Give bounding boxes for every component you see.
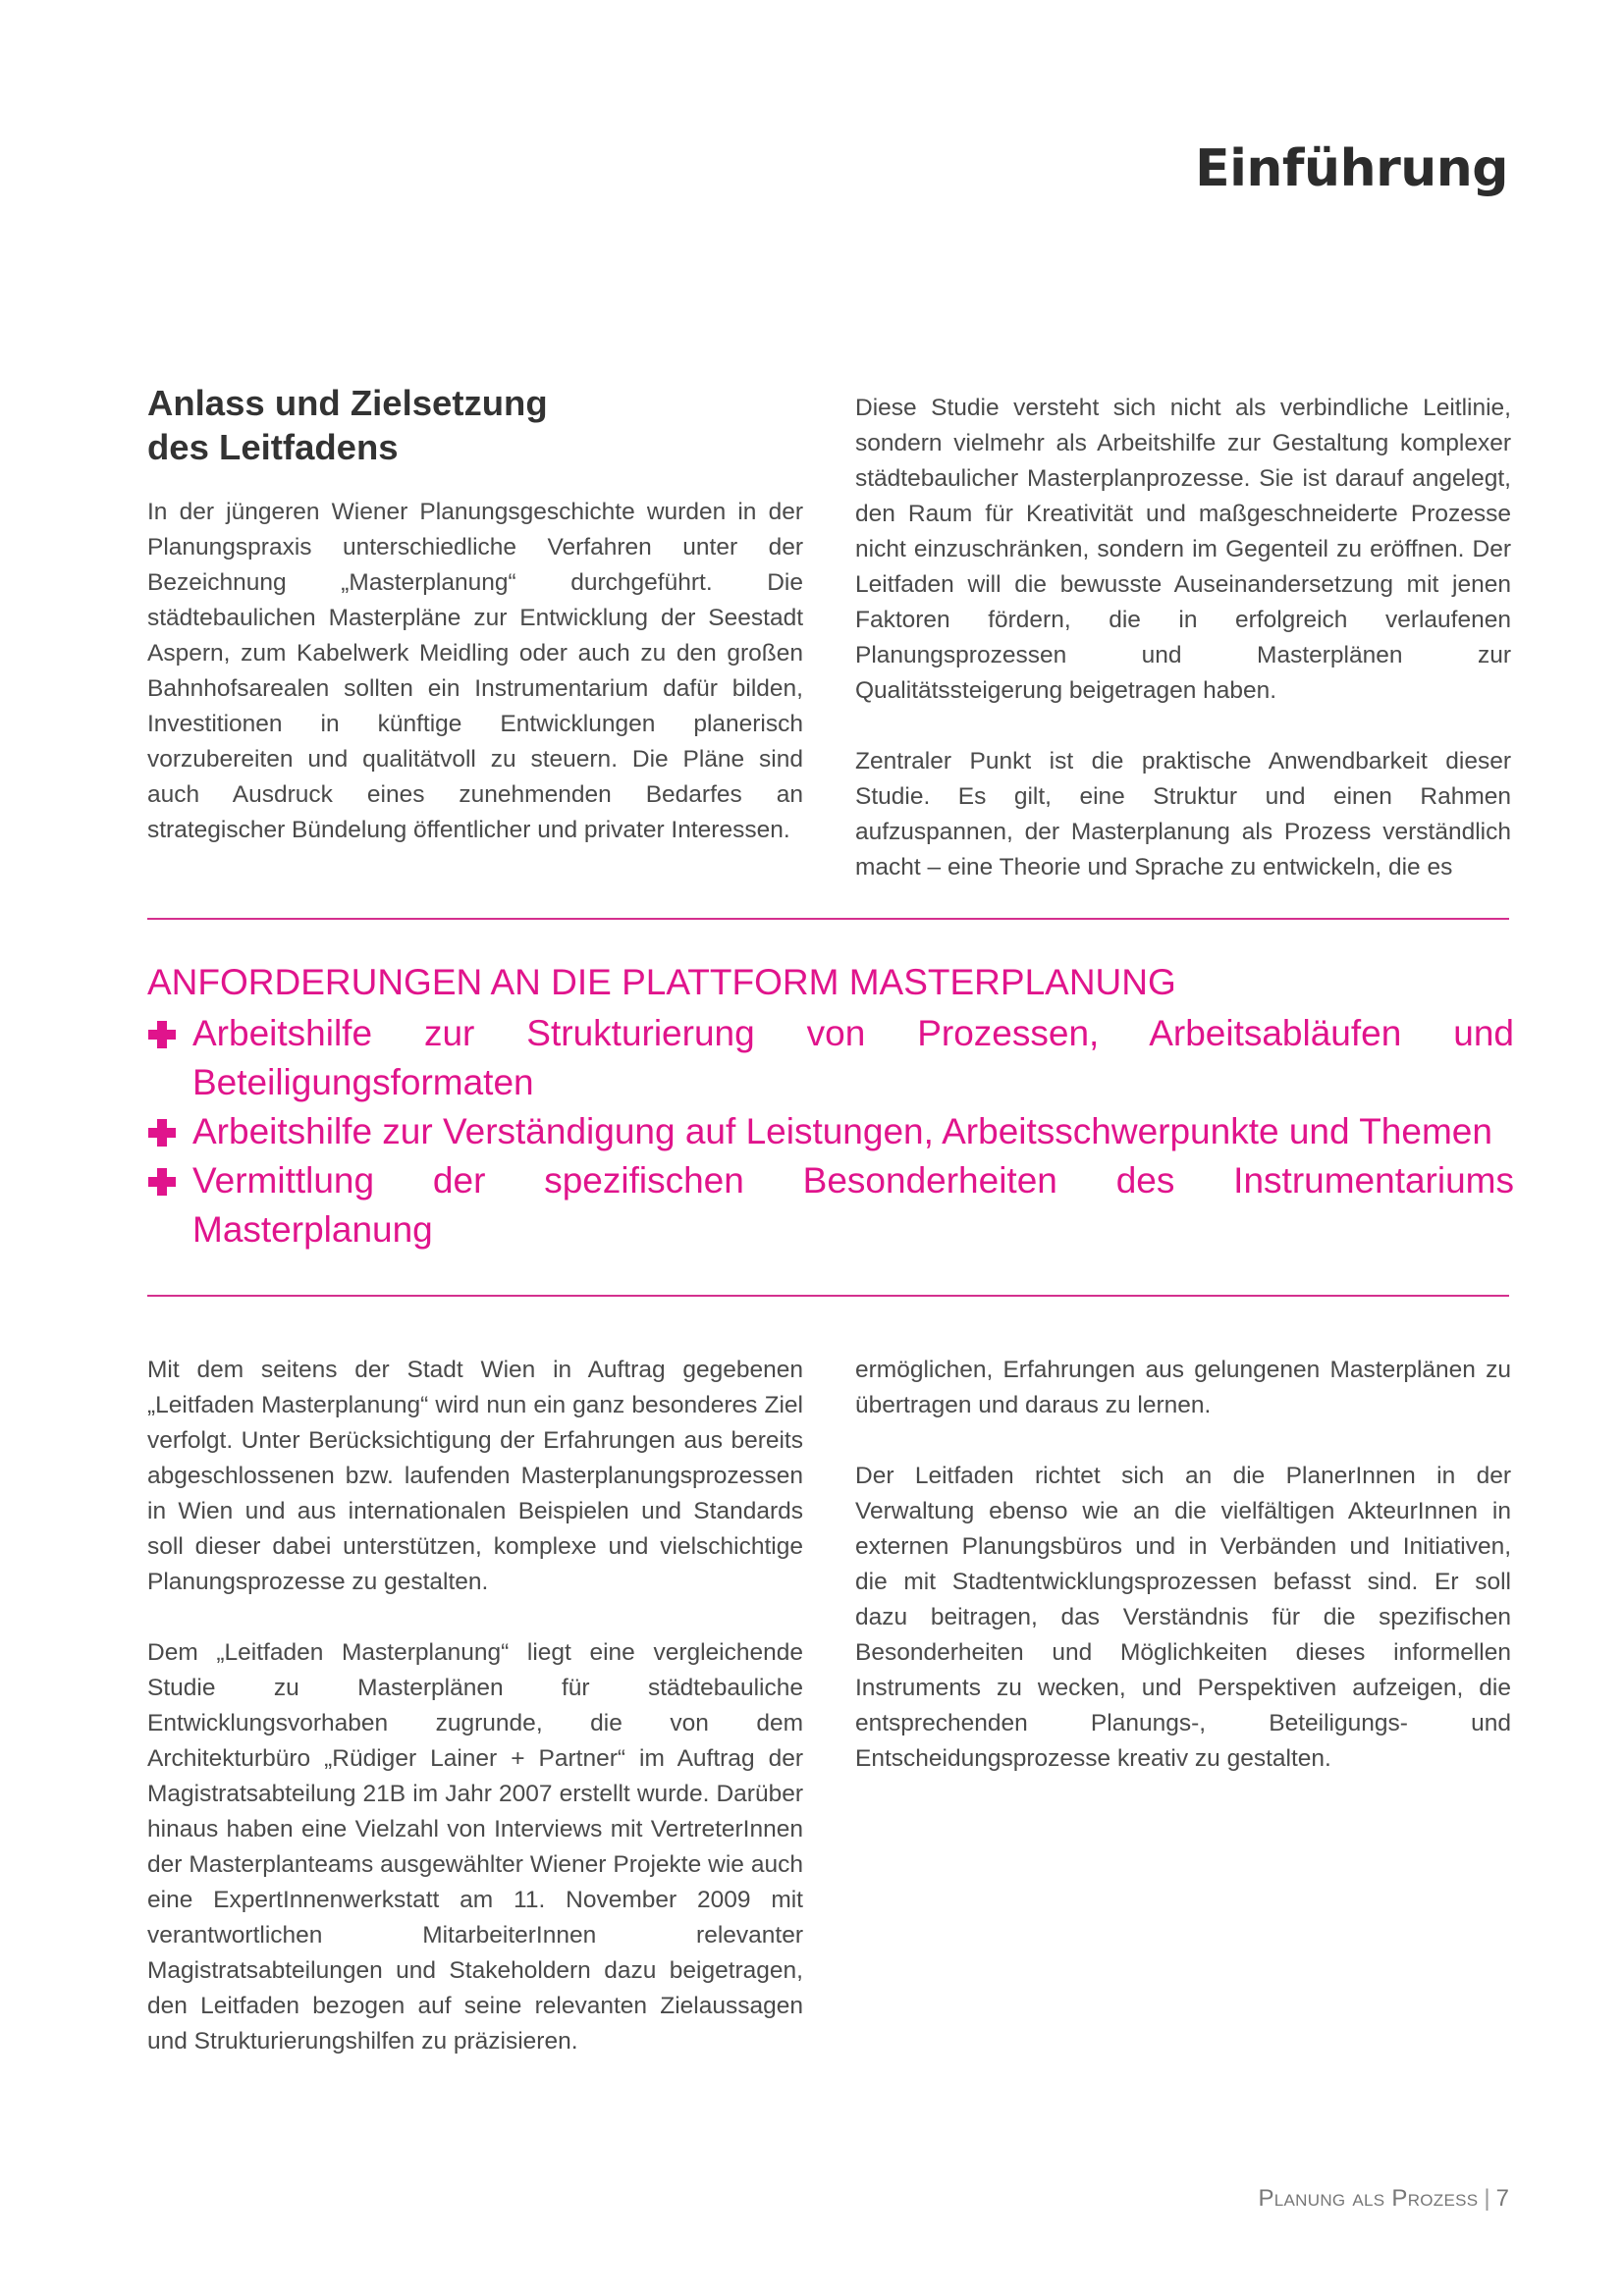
paragraph: Dem „Leitfaden Masterplanung“ liegt eine vergleichende Studie zu Masterplänen für städtebauliche Entwicklungsvorhaben zugrunde, die von dem Architekturbüro „Rüdiger Lainer + Partner“ im Auftrag der Magistratsabteilung 21B im Jahr 2007 erstellt wurde. Darüber hinaus haben eine Vielzahl von Interviews mit VertreterInnen der Masterplanteams ausgewählter Wiener Projekte wie auch eine ExpertInnenwerkstatt am 11. November 2009 mit verantwortlichen MitarbeiterInnen relevanter Magistratsabteilungen und Stakeholdern dazu beigetragen, den Leitfaden bezogen auf seine relevanten Zielaussagen und Strukturierungshilfen zu präzisieren.: [147, 1639, 803, 2055]
requirement-item: [147, 1009, 1514, 1107]
footer-separator: |: [1484, 2185, 1490, 2212]
paragraph: Mit dem seitens der Stadt Wien in Auftrag gegebenen „Leitfaden Masterplanung“ wird nun ein ganz besonderes Ziel verfolgt. Unter Berücksichtigung der Erfahrungen aus bereits abgeschlossenen bzw. laufenden Masterplanungsprozessen in Wien und aus internationalen Beispielen und Standards soll dieser dabei unterstützen, komplexe und vielschichtige Planungsprozesse zu gestalten.: [147, 1357, 803, 1595]
requirement-item: [147, 1156, 1514, 1255]
running-title: Planung als Prozess: [1258, 2185, 1479, 2212]
paragraph: ermöglichen, Erfahrungen aus gelungenen Masterplänen zu übertragen und daraus zu lernen.: [855, 1357, 1511, 1418]
paragraph: In der jüngeren Wiener Planungsgeschichte wurden in der Planungspraxis unterschiedliche Verfahren unter der Bezeichnung „Masterplanung“ durchgeführt. Die städtebaulichen Masterpläne zur Entwicklung der Seestadt Aspern, zum Kabelwerk Meidling oder auch zu den großen Bahnhofsarealen sollten ein Instrumentarium dafür bilden, Investitionen in künftige Entwicklungen planerisch vorzubereiten und qualitätvoll zu steuern. Die Pläne sind auch Ausdruck eines zunehmenden Bedarfes an strategischer Bündelung öffentlicher und privater Interessen.: [147, 499, 803, 843]
page-number: 7: [1495, 2185, 1509, 2212]
requirement-text: Arbeitshilfe zur Strukturierung von Prozessen, Arbeitsabläufen und Beteiligungsformaten: [192, 1013, 1514, 1102]
intro-right-column: [855, 391, 1511, 885]
plus-icon: [148, 1021, 176, 1048]
page-footer: [1258, 2185, 1509, 2213]
divider-top: [147, 918, 1509, 920]
section-heading: [147, 381, 803, 469]
requirements-box: [147, 958, 1522, 1255]
requirement-item: [147, 1107, 1514, 1156]
intro-left-column: [147, 381, 803, 848]
plus-icon: [148, 1119, 176, 1147]
body-left-column: [147, 1353, 803, 2059]
paragraph: Der Leitfaden richtet sich an die PlanerInnen in der Verwaltung ebenso wie an die vielfältigen AkteurInnen in externen Planungsbüros und in Verbänden und Initiativen, die mit Stadtentwicklungsprozessen befasst sind. Er soll dazu beitragen, das Verständnis für die spezifischen Besonderheiten und Möglichkeiten dieses informellen Instruments zu wecken, und Perspektiven aufzeigen, die entsprechenden Planungs-, Beteiligungs- und Entscheidungsprozesse kreativ zu gestalten.: [855, 1463, 1511, 1772]
section-heading-line-2: des Leitfadens: [147, 427, 399, 467]
body-right-column: [855, 1353, 1511, 1777]
paragraph: Zentraler Punkt ist die praktische Anwendbarkeit dieser Studie. Es gilt, eine Struktur und einen Rahmen aufzuspannen, der Masterplanung als Prozess verständlich macht – eine Theorie und Sprache zu entwickeln, die es: [855, 748, 1511, 881]
requirements-list: [147, 1009, 1522, 1255]
divider-bottom: [147, 1295, 1509, 1297]
requirement-text: Vermittlung der spezifischen Besonderheiten des Instrumentariums Masterplanung: [192, 1160, 1514, 1250]
requirements-title: ANFORDERUNGEN AN DIE PLATTFORM MASTERPLANUNG: [147, 962, 1176, 1002]
section-heading-line-1: Anlass und Zielsetzung: [147, 383, 548, 423]
plus-icon: [148, 1168, 176, 1196]
page-title: Einführung: [1195, 139, 1508, 198]
paragraph: Diese Studie versteht sich nicht als verbindliche Leitlinie, sondern vielmehr als Arbeitshilfe zur Gestaltung komplexer städtebaulicher Masterplanprozesse. Sie ist darauf angelegt, den Raum für Kreativität und maßgeschneiderte Prozesse nicht einzuschränken, sondern im Gegenteil zu eröffnen. Der Leitfaden will die bewusste Auseinandersetzung mit jenen Faktoren fördern, die in erfolgreich verlaufenen Planungsprozessen und Masterplänen zur Qualitätssteigerung beigetragen haben.: [855, 395, 1511, 704]
requirement-text: Arbeitshilfe zur Verständigung auf Leistungen, Arbeitsschwerpunkte und Themen: [192, 1111, 1492, 1151]
